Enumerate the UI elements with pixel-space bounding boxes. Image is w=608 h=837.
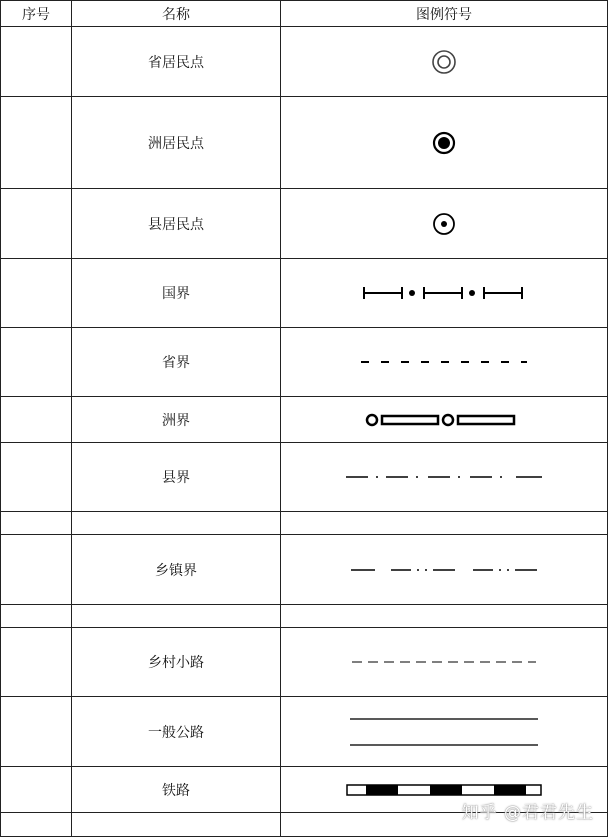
- table-row: [1, 328, 608, 397]
- township-boundary-line-icon: [349, 565, 539, 575]
- name-cell: 县界: [72, 443, 281, 512]
- name-cell: [72, 605, 281, 628]
- symbol-cell: [281, 443, 608, 512]
- index-cell: [1, 328, 72, 397]
- name-cell: 洲居民点: [72, 97, 281, 189]
- name-cell: 铁路: [72, 767, 281, 813]
- name-cell: 乡村小路: [72, 628, 281, 697]
- name-cell: 省居民点: [72, 27, 281, 97]
- state-boundary-line-icon: [364, 410, 524, 430]
- symbol-cell: [281, 628, 608, 697]
- index-cell: [1, 443, 72, 512]
- name-cell: 省界: [72, 328, 281, 397]
- table-row: [1, 259, 608, 328]
- symbol-cell: [281, 605, 608, 628]
- symbol-cell: [281, 189, 608, 259]
- name-cell: 洲界: [72, 397, 281, 443]
- index-cell: [1, 605, 72, 628]
- symbol-cell: [281, 27, 608, 97]
- index-cell: [1, 259, 72, 328]
- index-cell: [1, 628, 72, 697]
- watermark: 知乎 @君君先生: [461, 803, 594, 823]
- name-cell: [72, 512, 281, 535]
- symbol-cell: [281, 259, 608, 328]
- table-row: [1, 397, 608, 443]
- table-row: [1, 27, 608, 97]
- provincial-boundary-dash-icon: [359, 357, 529, 367]
- index-cell: [1, 397, 72, 443]
- name-cell: [72, 813, 281, 837]
- index-cell: [1, 535, 72, 605]
- index-cell: [1, 767, 72, 813]
- symbol-cell: [281, 328, 608, 397]
- index-cell: [1, 697, 72, 767]
- index-cell: [1, 27, 72, 97]
- index-cell: [1, 97, 72, 189]
- county-boundary-line-icon: [344, 472, 544, 482]
- name-cell: 乡镇界: [72, 535, 281, 605]
- index-cell: [1, 512, 72, 535]
- header-symbol: 图例符号: [281, 1, 608, 27]
- table-row: [1, 97, 608, 189]
- table-row: [1, 628, 608, 697]
- table-row: [1, 697, 608, 767]
- national-boundary-line-icon: [362, 283, 526, 303]
- road-double-line-icon: [348, 716, 540, 748]
- table-row: [1, 605, 608, 628]
- concentric-circle-icon: [429, 47, 459, 77]
- railway-line-icon: [346, 783, 542, 797]
- index-cell: [1, 189, 72, 259]
- index-cell: [1, 813, 72, 837]
- table-row: [1, 512, 608, 535]
- table-row: [1, 443, 608, 512]
- table-row: [1, 535, 608, 605]
- symbol-cell: [281, 697, 608, 767]
- name-cell: 一般公路: [72, 697, 281, 767]
- name-cell: 县居民点: [72, 189, 281, 259]
- filled-dot-circle-icon: [429, 128, 459, 158]
- dot-circle-icon: [429, 209, 459, 239]
- table-row: [1, 189, 608, 259]
- symbol-cell: [281, 512, 608, 535]
- village-path-dash-icon: [350, 657, 538, 667]
- symbol-cell: [281, 535, 608, 605]
- symbol-cell: [281, 397, 608, 443]
- header-row: [1, 1, 608, 27]
- name-cell: 国界: [72, 259, 281, 328]
- header-index: 序号: [1, 1, 72, 27]
- symbol-cell: [281, 97, 608, 189]
- header-name: 名称: [72, 1, 281, 27]
